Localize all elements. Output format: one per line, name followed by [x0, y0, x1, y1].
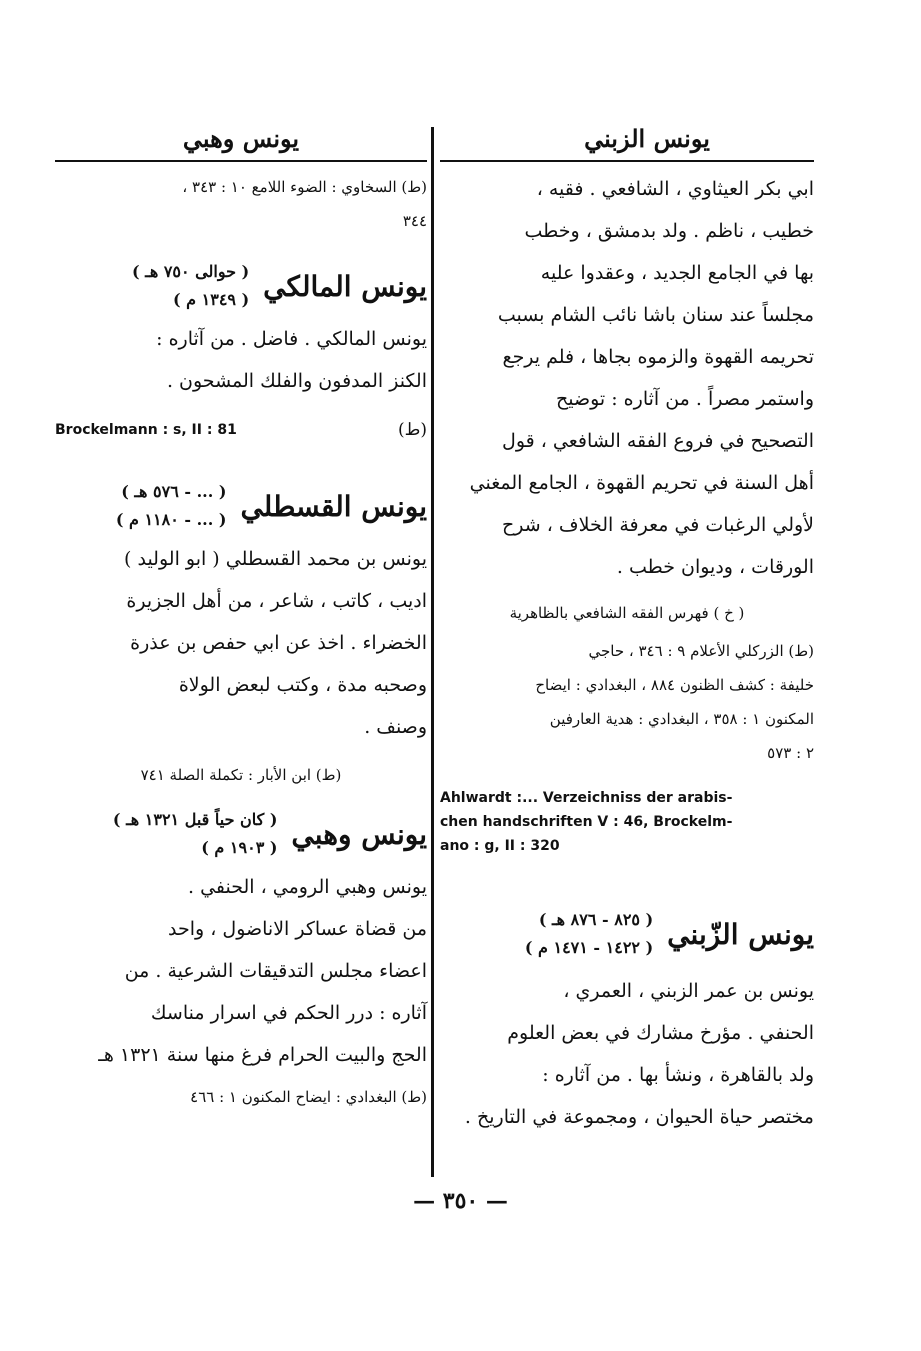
entry-name: يونس المالكي — [263, 269, 427, 303]
text-line: بها في الجامع الجديد ، وعقدوا عليه — [540, 262, 814, 284]
reference-row — [55, 412, 427, 448]
text-line: الحج والبيت الحرام فرغ منها سنة ١٣٢١ هـ — [98, 1044, 427, 1066]
latin-reference — [440, 786, 814, 858]
left-column-header: يونس وهبي — [55, 118, 427, 162]
entry-name: يونس الزّبني — [667, 917, 814, 951]
entry-heading — [440, 902, 814, 966]
text-line: وصنف . — [364, 716, 427, 738]
text-line: اعضاء مجلس التدقيقات الشرعية . من — [124, 960, 427, 982]
continued-entry-paragraph — [440, 168, 814, 588]
text-line: أهل السنة في تحريم القهوة ، الجامع المغني — [469, 472, 814, 494]
reference-line: ٢ : ٥٧٣ — [767, 744, 814, 762]
reference-line: (ط) السخاوي : الضوء اللامع ١٠ : ٣٤٣ ، — [182, 178, 427, 196]
text-line: الكنز المدفون والفلك المشحون . — [166, 370, 427, 392]
reference-block — [55, 170, 427, 238]
left-column — [55, 118, 427, 1114]
latin-reference: Brockelmann : s, II : 81 — [55, 422, 237, 438]
text-line: مجلساً عند سنان باشا نائب الشام بسبب — [497, 304, 814, 326]
right-column-header: يونس الزبني — [440, 118, 814, 162]
reference-line: (ط) ابن الأبار : تكملة الصلة ٧٤١ — [140, 766, 342, 784]
dates-gregorian: ( ١٩٠٣ م ) — [201, 838, 278, 857]
reference-line: (ط) البغدادي : ايضاح المكنون ١ : ٤٦٦ — [190, 1088, 427, 1106]
dates-gregorian: ( ... - ١١٨٠ م ) — [115, 510, 227, 529]
dates-gregorian: ( ١٤٢٢ - ١٤٧١ م ) — [524, 938, 654, 957]
entry-name: يونس وهبي — [291, 817, 427, 851]
text-line: لأولي الرغبات في معرفة الخلاف ، شرح — [502, 514, 814, 536]
text-line: ولد بالقاهرة ، ونشأ بها . من آثاره : — [542, 1064, 814, 1086]
text-line: يونس بن عمر الزبني ، العمري ، — [563, 980, 814, 1002]
reference-line: (ط) الزركلي الأعلام ٩ : ٣٤٦ ، حاجي — [588, 642, 814, 660]
entry-dates — [113, 806, 278, 862]
latin-line: chen handschriften V : 46, Brockelm- — [440, 814, 733, 830]
column-divider — [431, 127, 434, 1177]
entry-heading — [55, 802, 427, 866]
entry-paragraph — [55, 866, 427, 1076]
entry-paragraph — [55, 318, 427, 402]
entry-heading — [55, 254, 427, 318]
text-line: يونس المالكي . فاضل . من آثاره : — [156, 328, 427, 350]
dates-hijri: ( كان حياً قبل ١٣٢١ هـ ) — [112, 810, 278, 829]
reference-line: خليفة : كشف الظنون ٨٨٤ ، البغدادي : ايضاح — [535, 676, 814, 694]
text-line: ابي بكر العيثاوي ، الشافعي . فقيه ، — [536, 178, 814, 200]
text-line: الورقات ، وديوان خطب . — [616, 556, 814, 578]
entry-paragraph — [55, 538, 427, 748]
entry-name: يونس القسطلي — [240, 489, 427, 523]
text-line: من قضاة عساكر الاناضول ، واحد — [168, 918, 427, 940]
text-line: يونس بن محمد القسطلي ( ابو الوليد ) — [124, 548, 427, 570]
dates-gregorian: ( ١٣٤٩ م ) — [173, 290, 250, 309]
text-line: الحنفي . مؤرخ مشارك في بعض العلوم — [507, 1022, 814, 1044]
page-number: — ٣٥٠ — — [413, 1188, 508, 1214]
dates-hijri: ( ... - ٥٧٦ هـ ) — [121, 482, 227, 501]
entry-heading — [55, 474, 427, 538]
entry-dates — [525, 906, 653, 962]
latin-line: Ahlwardt :... Verzeichniss der arabis- — [440, 790, 733, 806]
reference-block — [440, 634, 814, 770]
text-line: اديب ، كاتب ، شاعر ، من أهل الجزيرة — [126, 590, 427, 612]
text-line: يونس وهبي الرومي ، الحنفي . — [187, 876, 427, 898]
text-line: آثاره : درر الحكم في اسرار مناسك — [150, 1002, 427, 1024]
reference-tag: (ط) — [398, 420, 427, 440]
right-column — [440, 118, 814, 1138]
text-line: التصحيح في فروع الفقه الشافعي ، قول — [502, 430, 814, 452]
dates-hijri: ( ٨٢٥ - ٨٧٦ هـ ) — [538, 910, 654, 929]
text-line: مختصر حياة الحيوان ، ومجموعة في التاريخ . — [464, 1106, 814, 1128]
latin-line: ano : g, II : 320 — [440, 838, 560, 854]
text-line: تحريمه القهوة والزموه بجاها ، فلم يرجع — [502, 346, 814, 368]
reference-line: ٣٤٤ — [402, 212, 427, 230]
reference-line: المكنون ١ : ٣٥٨ ، البغدادي : هدية العارفين — [549, 710, 814, 728]
text-line: وصحبه مدة ، وكتب لبعض الولاة — [178, 674, 427, 696]
text-line: الخضراء . اخذ عن ابي حفص بن عذرة — [130, 632, 427, 654]
entry-dates — [116, 478, 227, 534]
text-line: خطيب ، ناظم . ولد بدمشق ، وخطب — [524, 220, 814, 242]
text-line: واستمر مصراً . من آثاره : توضيح — [555, 388, 814, 410]
manuscript-source: ( خ ) فهرس الفقه الشافعي بالظاهرية — [509, 604, 745, 622]
entry-dates — [132, 258, 249, 314]
dates-hijri: ( حوالى ٧٥٠ هـ ) — [131, 262, 250, 281]
entry-paragraph — [440, 970, 814, 1138]
